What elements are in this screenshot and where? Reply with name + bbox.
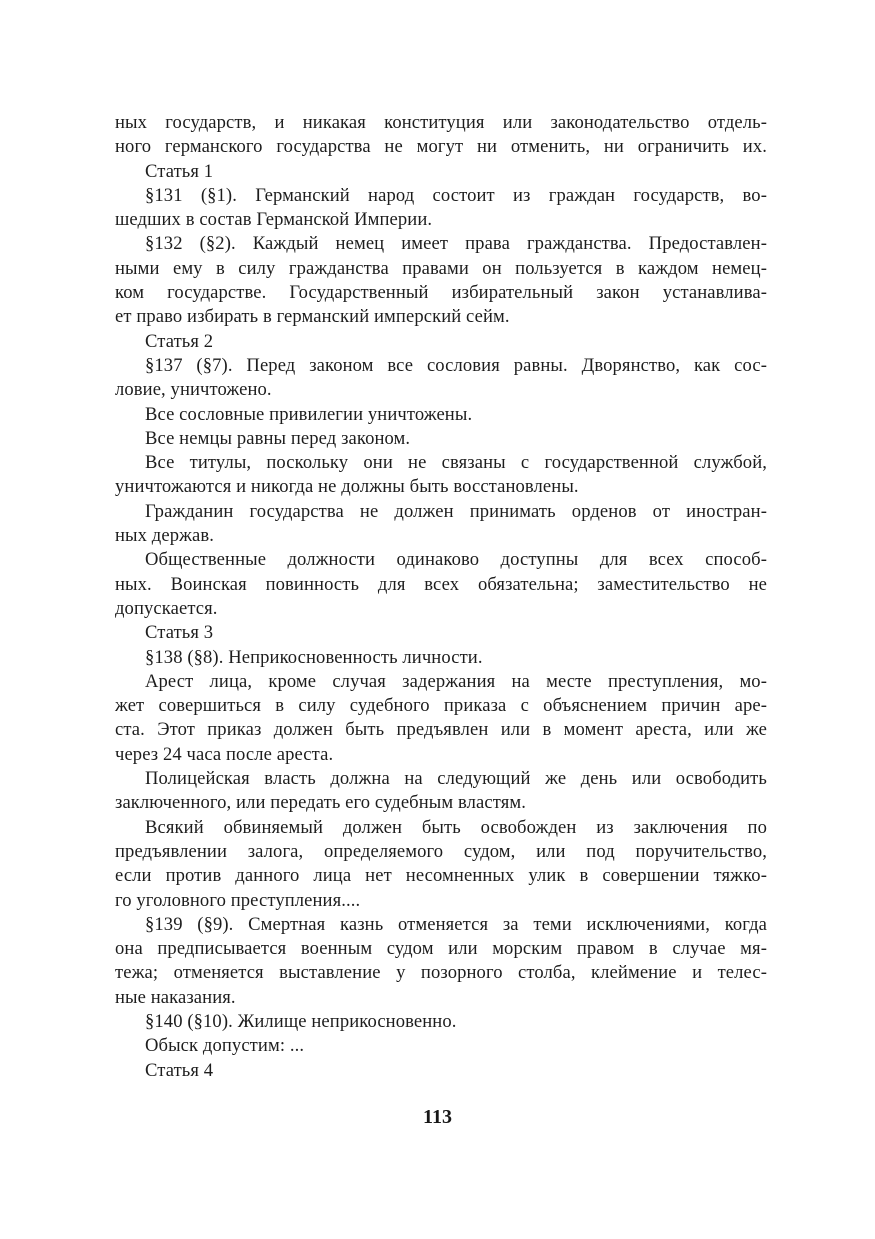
text-line: ста. Этот приказ должен быть предъявлен или в момент ареста, или же — [115, 719, 767, 741]
text-line: §139 (§9). Смертная казнь отменяется за теми исключениями, когда — [145, 913, 767, 935]
text-line: ком государстве. Государственный избирательный закон устанавлива- — [115, 282, 767, 304]
text-line: допускается. — [115, 597, 218, 619]
text-line: если против данного лица нет несомненных улик в совершении тяжко- — [115, 865, 767, 887]
page-number: 113 — [423, 1106, 452, 1128]
text-line: Все сословные привилегии уничтожены. — [145, 403, 473, 425]
text-line: §131 (§1). Германский народ состоит из граждан государств, во- — [145, 184, 767, 206]
text-line: шедших в состав Германской Империи. — [115, 209, 433, 231]
text-line: Арест лица, кроме случая задержания на месте преступления, мо- — [145, 670, 767, 692]
text-line: уничтожаются и никогда не должны быть восстановлены. — [115, 476, 579, 498]
text-line: ловие, уничтожено. — [115, 379, 272, 401]
text-line: Статья 4 — [145, 1059, 214, 1081]
text-line: жет совершиться в силу судебного приказа с объяснением причин аре- — [115, 695, 767, 717]
text-line: Все немцы равны перед законом. — [145, 427, 411, 449]
text-line: заключенного, или передать его судебным властям. — [115, 792, 526, 814]
text-line: ные наказания. — [115, 986, 236, 1008]
text-line: через 24 часа после ареста. — [115, 743, 334, 765]
text-line: §138 (§8). Неприкосновенность личности. — [145, 646, 483, 668]
text-line: ных. Воинская повинность для всех обязательна; заместительство не — [115, 573, 767, 595]
text-line: §137 (§7). Перед законом все сословия равны. Дворянство, как сос- — [145, 354, 767, 376]
text-line: ных держав. — [115, 525, 215, 547]
text-line: Статья 1 — [145, 160, 214, 182]
text-line: ного германского государства не могут ни отменить, ни ограничить их. — [115, 136, 767, 158]
text-line: Гражданин государства не должен принимать орденов от иностран- — [145, 500, 767, 522]
text-line: Обыск допустим: ... — [145, 1035, 305, 1057]
text-line: ет право избирать в германский имперский сейм. — [115, 306, 510, 328]
text-line: Статья 2 — [145, 330, 214, 352]
text-line: Полицейская власть должна на следующий же день или освободить — [145, 768, 767, 790]
text-line: го уголовного преступления.... — [115, 889, 361, 911]
text-line: §140 (§10). Жилище неприкосновенно. — [145, 1010, 457, 1032]
text-line: §132 (§2). Каждый немец имеет права гражданства. Предоставлен- — [145, 233, 767, 255]
text-line: ных государств, и никакая конституция или законодательство отдель- — [115, 112, 767, 133]
text-line: предъявлении залога, определяемого судом, или под поручительство, — [115, 840, 767, 862]
text-block — [115, 111, 767, 1083]
text-line: Все титулы, поскольку они не связаны с государственной службой, — [145, 452, 767, 474]
text-line: ными ему в силу гражданства правами он пользуется в каждом немец- — [115, 257, 767, 279]
text-line: Общественные должности одинаково доступны для всех способ- — [145, 549, 767, 571]
text-line: она предписывается военным судом или морским правом в случае мя- — [115, 938, 767, 960]
text-line: тежа; отменяется выставление у позорного столба, клеймение и телес- — [115, 962, 767, 984]
text-line: Статья 3 — [145, 622, 214, 644]
text-line: Всякий обвиняемый должен быть освобожден из заключения по — [145, 816, 767, 838]
